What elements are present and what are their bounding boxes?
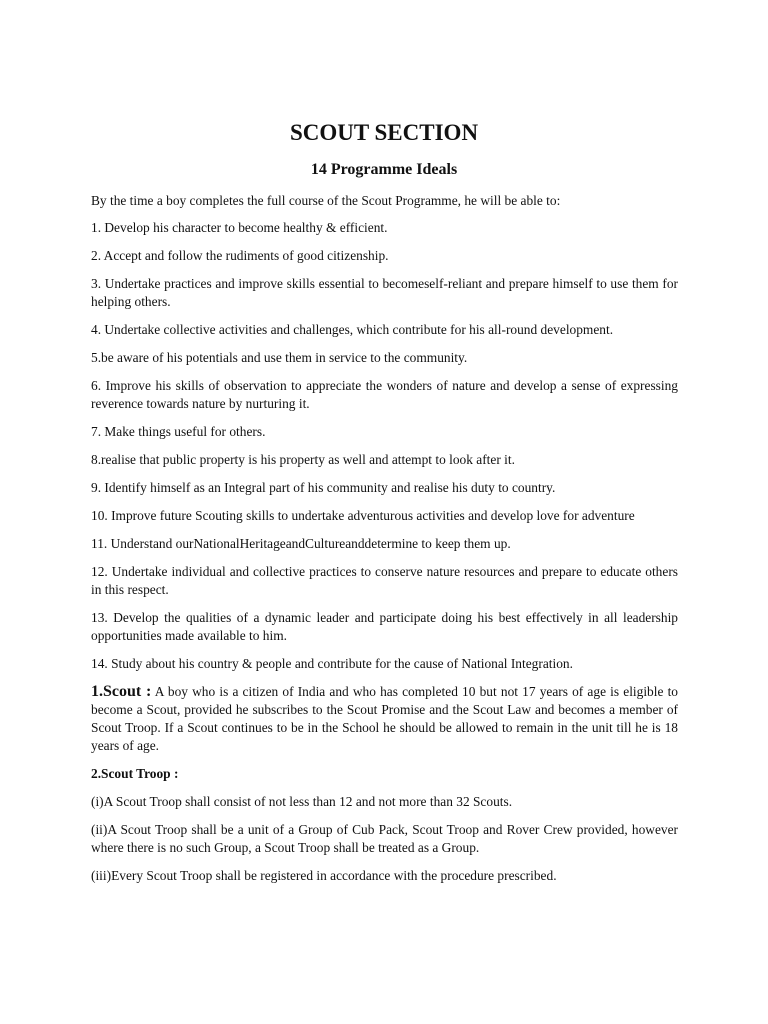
document-body bbox=[91, 192, 678, 895]
ideal-item: 3. Undertake practices and improve skills essential to becomeself-reliant and prepare himself to use them for helping others. bbox=[91, 276, 678, 309]
ideal-item: 2. Accept and follow the rudiments of good citizenship. bbox=[91, 248, 389, 263]
scout-heading: 1.Scout : bbox=[91, 683, 152, 700]
scout-text: A boy who is a citizen of India and who has completed 10 but not 17 years of age is eligible to become a Scout, provided he subscribes to the Scout Promise and the Scout Law and becomes a member of Scout Troop. If a Scout continues to be in the School he should be allowed to remain in the unit till he is 18 years of age. bbox=[91, 684, 678, 753]
ideal-item: 14. Study about his country & people and contribute for the cause of National Integration. bbox=[91, 656, 573, 671]
troop-heading: 2.Scout Troop : bbox=[91, 766, 179, 781]
ideal-item: 9. Identify himself as an Integral part of his community and realise his duty to country. bbox=[91, 480, 556, 495]
ideal-item: 1. Develop his character to become healthy & efficient. bbox=[91, 220, 388, 235]
ideal-item: 6. Improve his skills of observation to appreciate the wonders of nature and develop a sense of expressing reverence towards nature by nurturing it. bbox=[91, 378, 678, 411]
ideal-item: 12. Undertake individual and collective practices to conserve nature resources and prepare to educate others in this respect. bbox=[91, 564, 678, 597]
ideal-item: 5.be aware of his potentials and use them in service to the community. bbox=[91, 350, 468, 365]
ideal-item: 4. Undertake collective activities and challenges, which contribute for his all-round development. bbox=[91, 322, 614, 337]
troop-point: (i)A Scout Troop shall consist of not less than 12 and not more than 32 Scouts. bbox=[91, 794, 513, 809]
page-subtitle: 14 Programme Ideals bbox=[310, 161, 458, 178]
troop-points-list bbox=[91, 793, 678, 885]
ideal-item: 7. Make things useful for others. bbox=[91, 424, 266, 439]
ideals-list bbox=[91, 219, 678, 673]
page-title: SCOUT SECTION bbox=[289, 120, 479, 145]
ideal-item: 11. Understand ourNationalHeritageandCultureanddetermine to keep them up. bbox=[91, 536, 511, 551]
troop-point: (iii)Every Scout Troop shall be registered in accordance with the procedure prescribed. bbox=[91, 868, 557, 883]
troop-point: (ii)A Scout Troop shall be a unit of a Group of Cub Pack, Scout Troop and Rover Crew provided, however where there is no such Group, a Scout Troop shall be treated as a Group. bbox=[91, 822, 678, 855]
ideal-item: 8.realise that public property is his property as well and attempt to look after it. bbox=[91, 452, 515, 467]
ideal-item: 13. Develop the qualities of a dynamic leader and participate doing his best effectively in all leadership opportunities made available to him. bbox=[91, 610, 678, 643]
ideal-item: 10. Improve future Scouting skills to undertake adventurous activities and develop love for adventure bbox=[91, 508, 635, 523]
intro-paragraph: By the time a boy completes the full course of the Scout Programme, he will be able to: bbox=[91, 193, 561, 208]
scout-paragraph bbox=[91, 683, 678, 755]
